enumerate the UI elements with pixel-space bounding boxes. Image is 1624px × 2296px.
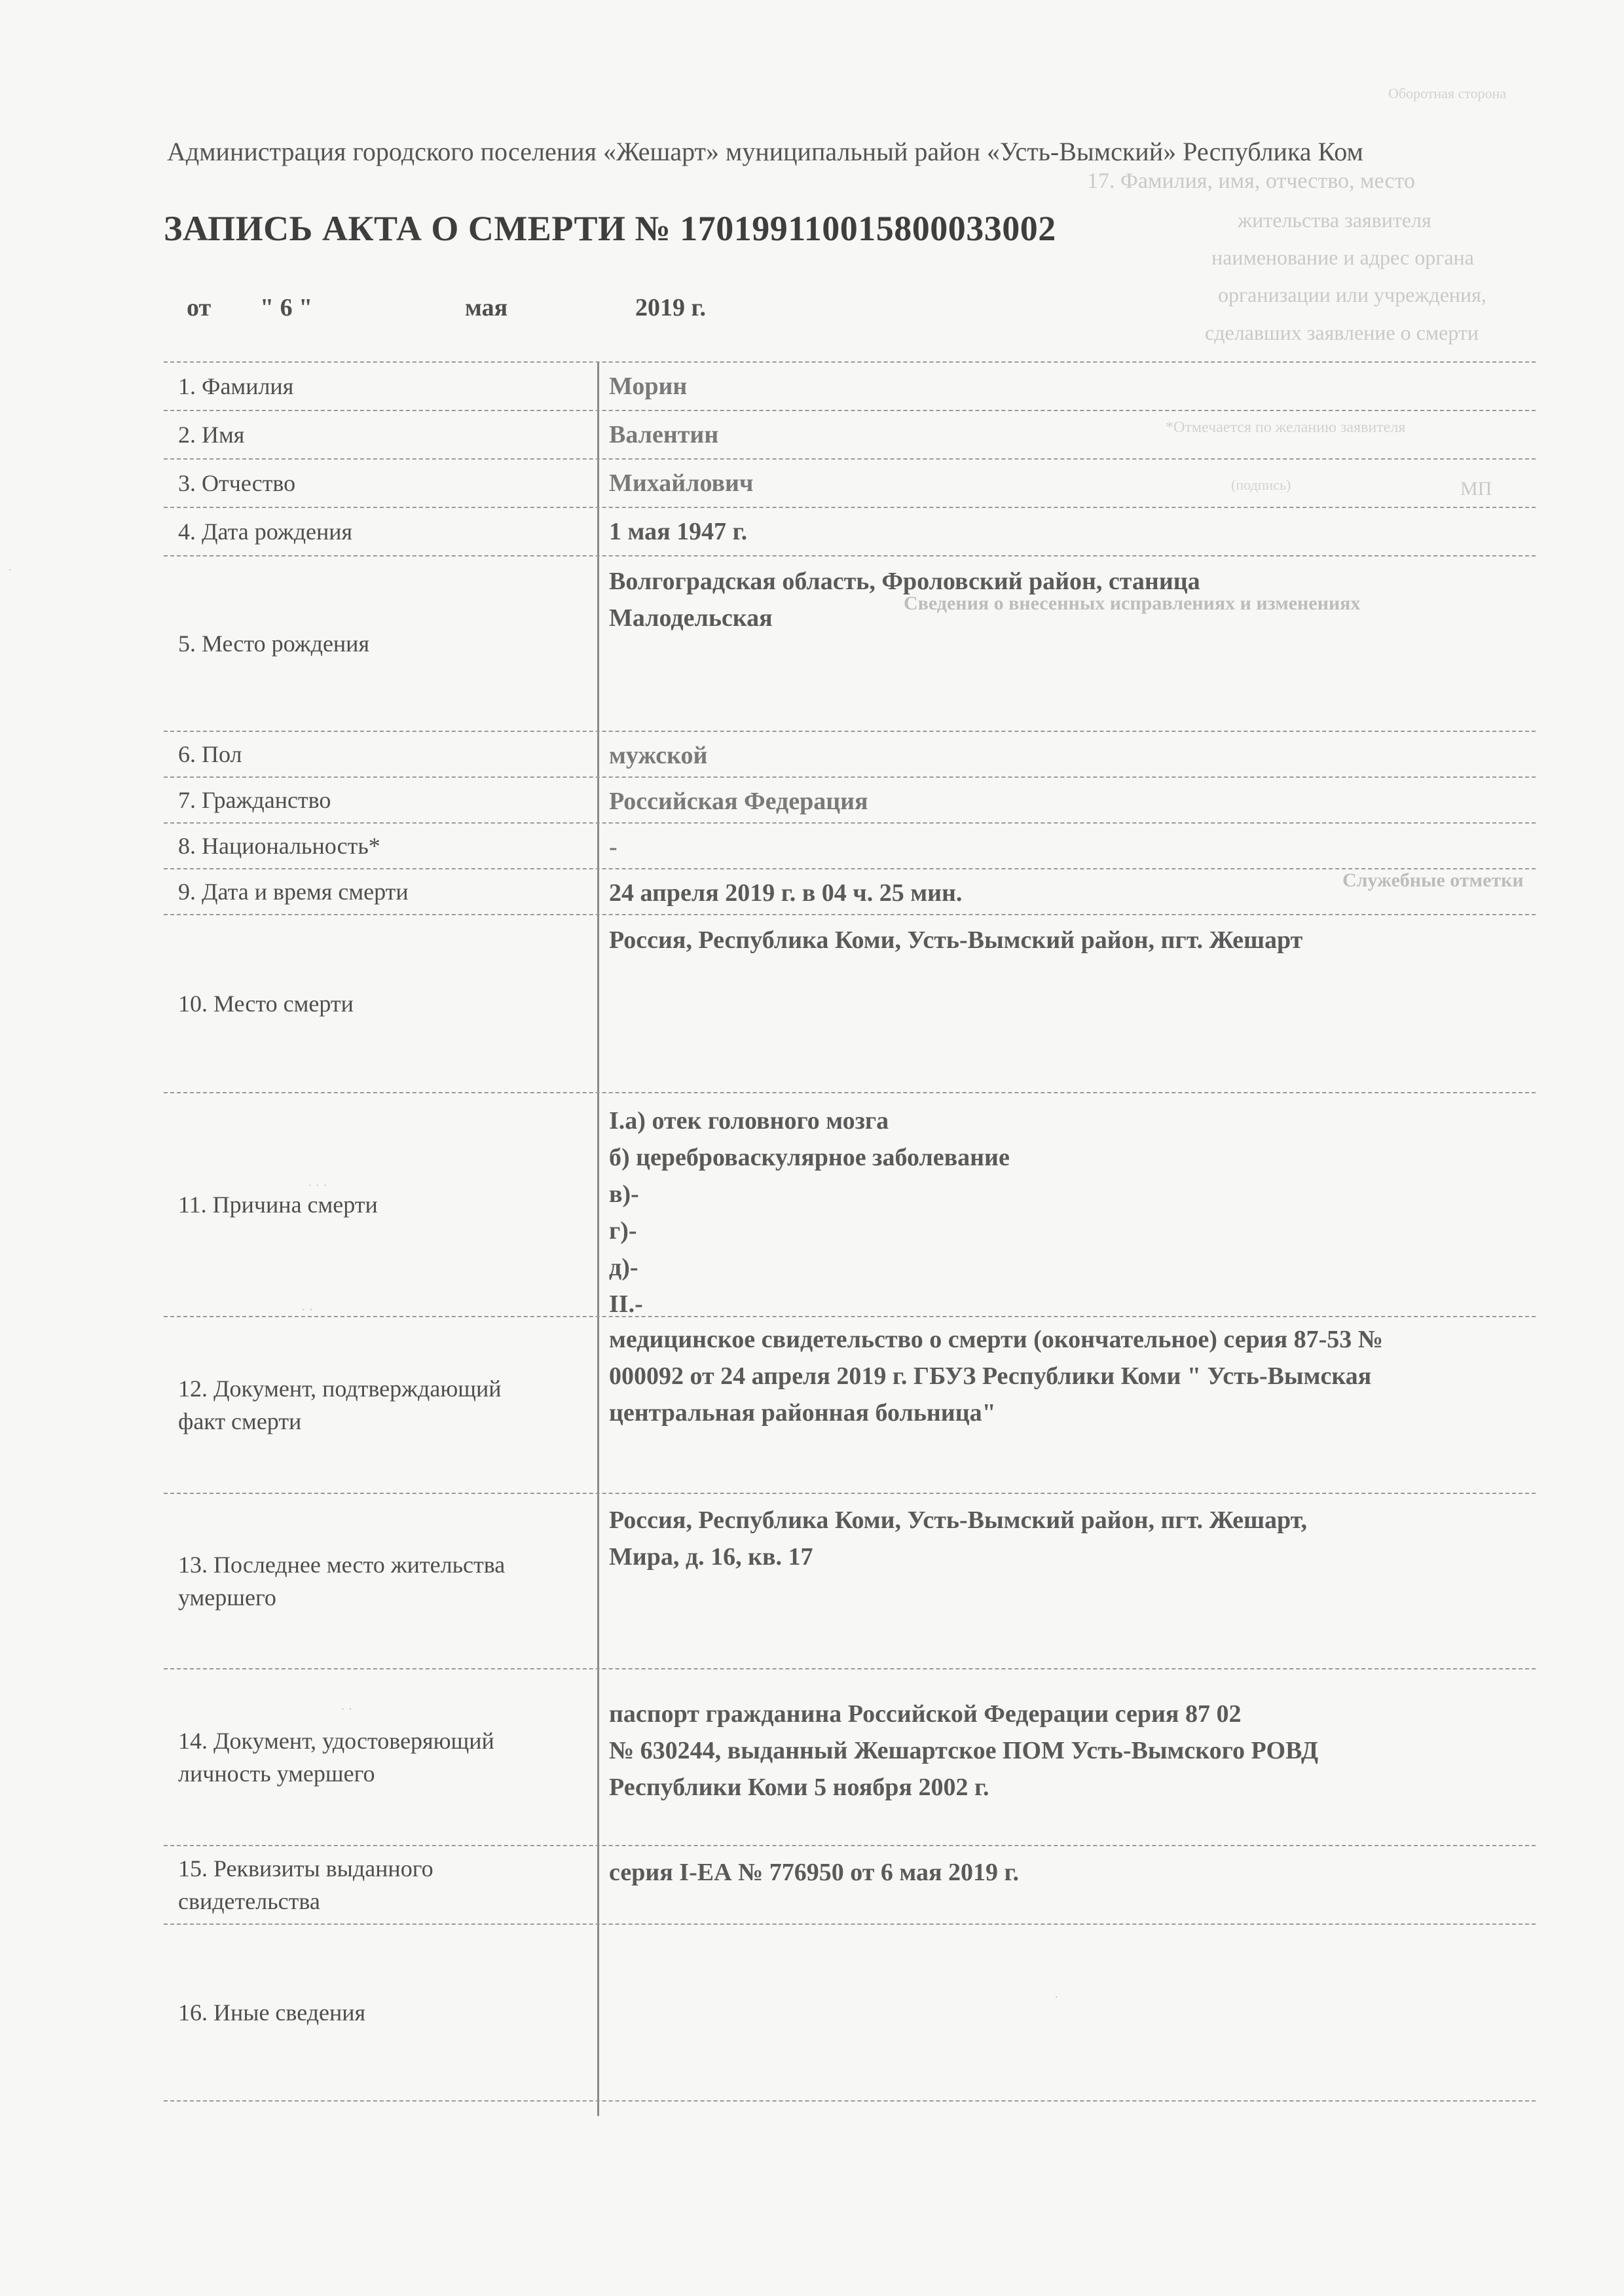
row-birth-place bbox=[164, 555, 1536, 731]
row-patronymic bbox=[164, 458, 1536, 507]
row-value: Михайлович bbox=[609, 469, 754, 497]
row-value: I.а) отек головного мозга б) цереброваскулярное заболевание в)- г)- д)- II.- bbox=[609, 1107, 1010, 1318]
administration-header: Администрация городского поселения «Жешарт» муниципальный район «Усть-Вымский» Республика Ком bbox=[167, 137, 1363, 166]
show-through-line1: 17. Фамилия, имя, отчество, место bbox=[1087, 169, 1415, 193]
row-label: 8. Национальность* bbox=[178, 833, 380, 859]
document-title: ЗАПИСЬ АКТА О СМЕРТИ № 170199110015800033002 bbox=[164, 209, 1056, 248]
row-value: Россия, Республика Коми, Усть-Вымский район, пгт. Жешарт, Мира, д. 16, кв. 17 bbox=[609, 1506, 1307, 1571]
row-label: 14. Документ, удостоверяющий личность умершего bbox=[178, 1728, 494, 1787]
show-through-signature: (подпись) bbox=[1231, 477, 1291, 493]
row-death-document bbox=[164, 1316, 1536, 1493]
date-day: " 6 " bbox=[260, 294, 313, 321]
record-table bbox=[164, 361, 1536, 2102]
row-label: 3. Отчество bbox=[178, 470, 296, 496]
show-through-info: Сведения о внесенных исправлениях и изменениях bbox=[904, 592, 1361, 614]
row-nationality bbox=[164, 822, 1536, 868]
row-surname bbox=[164, 361, 1536, 410]
row-label: 4. Дата рождения bbox=[178, 519, 353, 545]
row-label: 5. Место рождения bbox=[178, 630, 370, 657]
show-through-line4: организации или учреждения, bbox=[1218, 283, 1486, 306]
show-through-footnote: *Отмечается по желанию заявителя bbox=[1166, 419, 1406, 436]
row-value: Россия, Республика Коми, Усть-Вымский район, пгт. Жешарт bbox=[609, 926, 1303, 954]
row-birth-date bbox=[164, 507, 1536, 555]
row-value: медицинское свидетельство о смерти (окончательное) серия 87-53 № 000092 от 24 апреля 2019 г. ГБУЗ Республики Коми " Усть-Вымская центральная районная больница" bbox=[609, 1326, 1383, 1427]
row-value: 24 апреля 2019 г. в 04 ч. 25 мин. bbox=[609, 879, 963, 907]
row-death-cause bbox=[164, 1092, 1536, 1316]
row-value: паспорт гражданина Российской Федерации серия 87 02 № 630244, выданный Жешартское ПОМ Усть-Вымского РОВД Республики Коми 5 ноября 2002 г. bbox=[609, 1700, 1319, 1801]
row-label: 12. Документ, подтверждающий факт смерти bbox=[178, 1376, 502, 1434]
date-prefix: от bbox=[187, 294, 212, 321]
row-value: Волгоградская область, Фроловский район, станица Малодельская bbox=[609, 568, 1200, 632]
row-label: 11. Причина смерти bbox=[178, 1192, 378, 1218]
show-through-line3: наименование и адрес органа bbox=[1211, 246, 1474, 269]
row-label: 15. Реквизиты выданного свидетельства bbox=[178, 1855, 434, 1914]
row-label: 1. Фамилия bbox=[178, 373, 294, 399]
row-death-place bbox=[164, 914, 1536, 1092]
row-sex bbox=[164, 731, 1536, 776]
show-through-top-right: Оборотная сторона bbox=[1388, 85, 1507, 101]
row-value: Валентин bbox=[609, 421, 719, 448]
row-value: - bbox=[609, 833, 618, 861]
row-citizenship bbox=[164, 776, 1536, 822]
row-label: 2. Имя bbox=[178, 422, 245, 448]
row-value: серия I-ЕА № 776950 от 6 мая 2019 г. bbox=[609, 1859, 1020, 1886]
row-label: 6. Пол bbox=[178, 741, 242, 767]
row-value: 1 мая 1947 г. bbox=[609, 518, 748, 545]
scan-speck: · · · bbox=[308, 1178, 327, 1193]
scan-speck: · bbox=[1054, 1990, 1059, 2005]
row-death-datetime bbox=[164, 868, 1536, 914]
scan-speck: · · bbox=[301, 1303, 314, 1317]
row-identity-document bbox=[164, 1668, 1536, 1845]
row-label: 13. Последнее место жительства умершего bbox=[178, 1552, 506, 1611]
row-label: 7. Гражданство bbox=[178, 787, 331, 813]
row-label: 10. Место смерти bbox=[178, 991, 354, 1017]
show-through-mp: МП bbox=[1460, 478, 1492, 500]
row-label: 16. Иные сведения bbox=[178, 1999, 366, 2026]
row-value: Морин bbox=[609, 373, 688, 400]
date-year: 2019 г. bbox=[635, 294, 706, 321]
row-label: 9. Дата и время смерти bbox=[178, 879, 409, 905]
show-through-line5: сделавших заявление о смерти bbox=[1205, 321, 1479, 344]
row-last-residence bbox=[164, 1493, 1536, 1668]
row-value: Российская Федерация bbox=[609, 788, 868, 815]
scan-speck: · bbox=[8, 563, 12, 577]
show-through-service: Служебные отметки bbox=[1342, 869, 1524, 891]
row-name bbox=[164, 410, 1536, 458]
date-month: мая bbox=[465, 294, 508, 321]
scan-speck: · · bbox=[341, 1702, 353, 1717]
row-value: мужской bbox=[609, 742, 708, 769]
show-through-line2: жительства заявителя bbox=[1238, 208, 1431, 232]
row-certificate-details bbox=[164, 1845, 1536, 1923]
row-other-info bbox=[164, 1923, 1536, 2102]
